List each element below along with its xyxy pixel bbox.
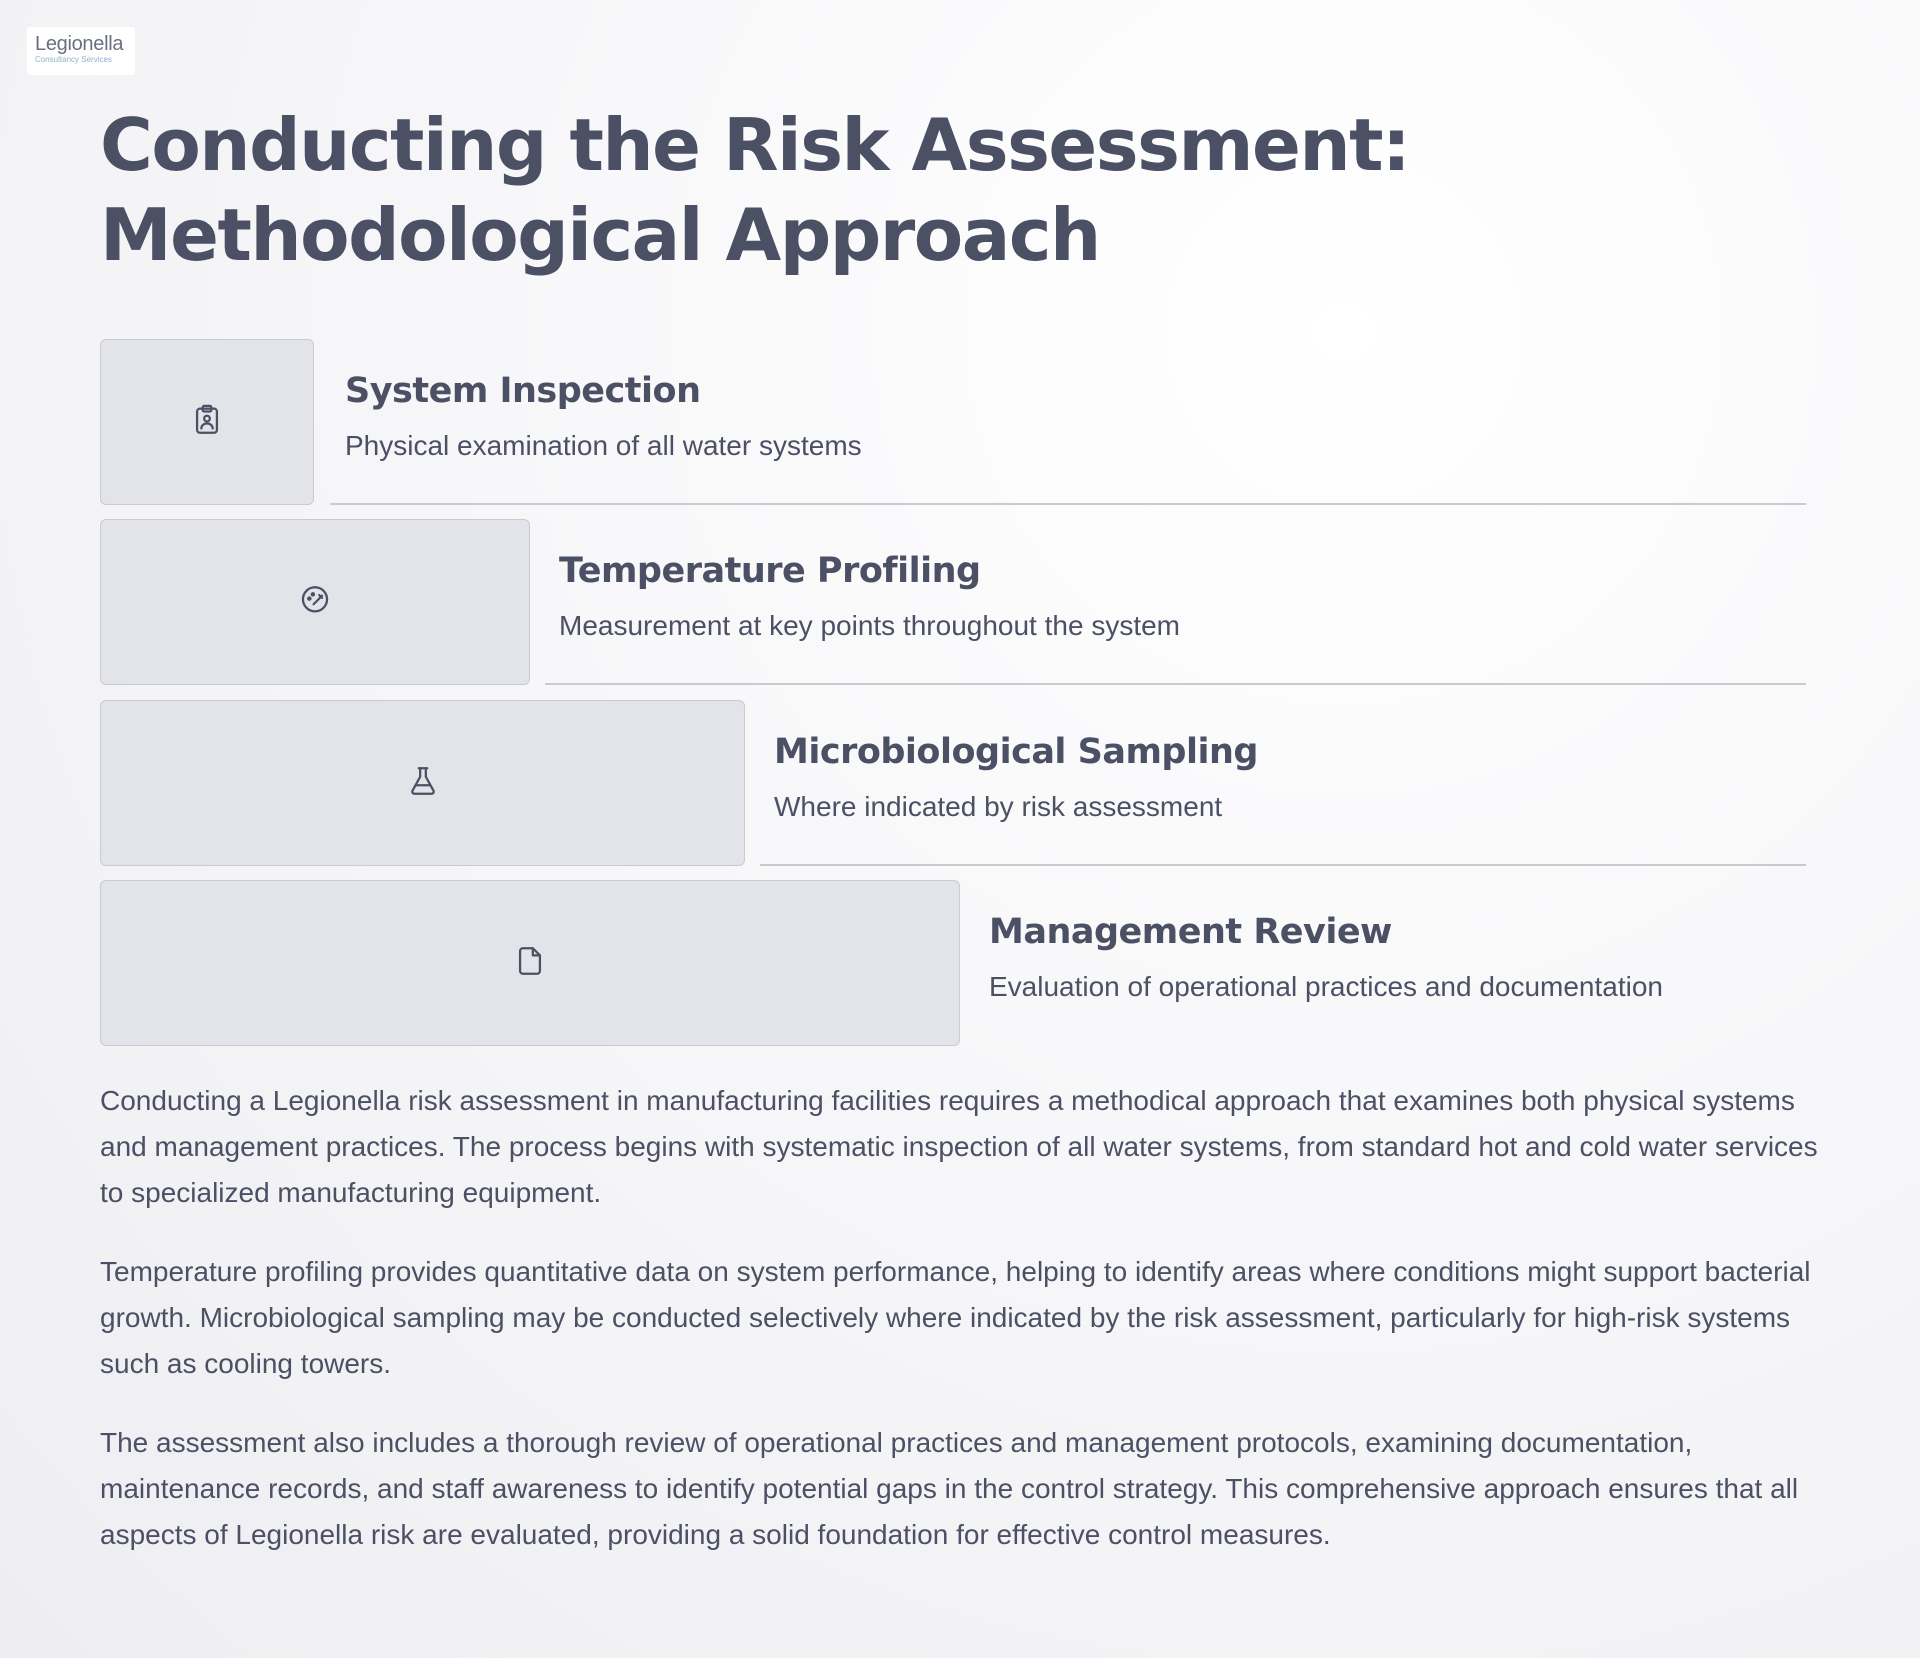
step-management-review [100,880,1806,1046]
step-icon-box [100,700,745,866]
step-system-inspection [100,339,1806,505]
step-description: Measurement at key points throughout the system [559,610,1180,641]
logo-tagline: Consultancy Services [35,55,112,64]
step-title: System Inspection [345,371,701,411]
step-text [559,519,1180,685]
step-text [345,339,862,505]
thermometer-gauge-icon [298,583,332,622]
step-icon-box [100,880,960,1046]
step-divider [545,683,1806,685]
step-divider [330,503,1806,505]
step-description: Evaluation of operational practices and documentation [989,971,1663,1002]
clipboard-user-icon [190,403,224,442]
step-icon-box [100,519,530,685]
document-icon [513,944,547,983]
page-title: Conducting the Risk Assessment: Methodological Approach [100,103,1410,277]
step-microbiological-sampling [100,700,1806,866]
step-description: Physical examination of all water systems [345,430,862,461]
paragraph: The assessment also includes a thorough review of operational practices and management protocols, examining documentation, maintenance records, and staff awareness to identify potential gaps in the control strategy. This comprehensive approach ensures that all aspects of Legionella risk are evaluated, providing a solid foundation for effective control measures. [100,1427,1799,1550]
logo-name: Legionella [35,33,124,55]
step-divider [760,864,1806,866]
paragraph: Temperature profiling provides quantitative data on system performance, helping to identify areas where conditions might support bacterial growth. Microbiological sampling may be conducted selectively where indicated by the risk assessment, particularly for high-risk systems such as cooling towers. [100,1256,1811,1379]
step-temperature-profiling [100,519,1806,685]
step-text [989,880,1663,1046]
step-text [774,700,1258,866]
paragraph: Conducting a Legionella risk assessment in manufacturing facilities requires a methodical approach that examines both physical systems and management practices. The process begins with systematic inspection of all water systems, from standard hot and cold water services to specialized manufacturing equipment. [100,1085,1818,1208]
step-title: Temperature Profiling [559,551,981,591]
step-title: Management Review [989,912,1392,952]
step-title: Microbiological Sampling [774,732,1258,772]
flask-icon [406,764,440,803]
step-icon-box [100,339,314,505]
company-logo [27,27,135,75]
step-description: Where indicated by risk assessment [774,791,1223,822]
body-text [100,1078,1820,1591]
